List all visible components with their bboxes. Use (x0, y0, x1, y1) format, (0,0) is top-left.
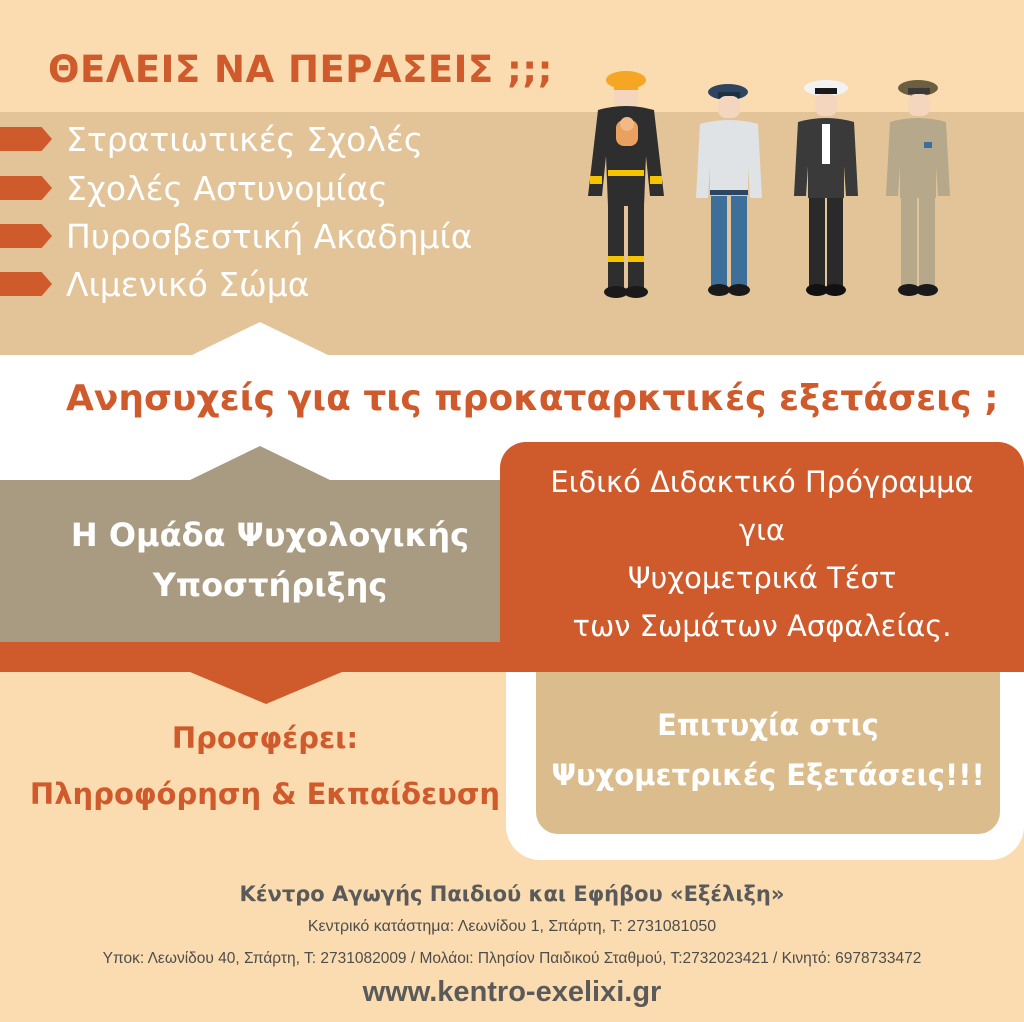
school-label: Στρατιωτικές Σχολές (66, 119, 424, 159)
uniformed-figures-illustration (568, 66, 968, 306)
navy-officer-figure (794, 80, 858, 296)
success-box (536, 672, 1000, 834)
page-title: ΘΕΛΕΙΣ ΝΑ ΠΕΡΑΣΕΙΣ ;;; (48, 48, 553, 91)
support-team-line: Υποστήριξης (152, 566, 388, 604)
arrow-bullet-icon (0, 176, 52, 200)
success-line: Επιτυχία στις (657, 708, 879, 742)
program-line: Ειδικό Διδακτικό Πρόγραμμα (550, 465, 974, 499)
orange-stripe (0, 642, 560, 672)
orange-arrow-decoration (190, 672, 342, 704)
army-officer-figure (886, 80, 950, 296)
support-team-line: Η Ομάδα Ψυχολογικής (70, 516, 470, 554)
gray-arrow-decoration (190, 446, 330, 480)
success-line: Ψυχομετρικές Εξετάσεις!!! (551, 758, 985, 792)
footer-branch-addresses: Υποκ: Λεωνίδου 40, Σπάρτη, Τ: 2731082009 / Μολάοι: Πλησίον Παιδικού Σταθμού, Τ:2732023421 / Κινητό: 6978733472 (102, 950, 922, 967)
school-label: Λιμενικό Σώμα (66, 264, 310, 304)
school-label: Πυροσβεστική Ακαδημία (66, 216, 473, 256)
arrow-bullet-icon (0, 224, 52, 248)
white-arrow-decoration (190, 322, 330, 356)
firefighter-figure (588, 71, 664, 298)
website-link[interactable]: www.kentro-exelixi.gr (362, 976, 662, 1008)
offers-text (0, 710, 530, 822)
program-line: Ψυχομετρικά Τέστ (627, 561, 897, 595)
question-heading: Ανησυχείς για τις προκαταρκτικές εξετάσεις ; (66, 378, 999, 419)
program-text (500, 458, 1024, 650)
school-label: Σχολές Αστυνομίας (66, 168, 388, 208)
school-item-police (0, 168, 388, 208)
program-line: για (738, 513, 786, 547)
program-line: των Σωμάτων Ασφαλείας. (572, 609, 952, 643)
support-team-box (0, 480, 500, 642)
air-force-officer-figure (696, 84, 762, 296)
school-item-coast-guard (0, 264, 310, 304)
support-team-text (0, 510, 540, 610)
school-item-fire-academy (0, 216, 472, 256)
offers-line: Πληροφόρηση & Εκπαίδευση (29, 777, 501, 811)
program-box (500, 442, 1024, 672)
offers-line: Προσφέρει: (171, 721, 359, 755)
arrow-bullet-icon (0, 272, 52, 296)
school-item-military (0, 119, 423, 159)
success-text (536, 700, 1000, 800)
footer-main-address: Κεντρικό κατάστημα: Λεωνίδου 1, Σπάρτη, Τ: 2731081050 (307, 918, 717, 935)
footer-title: Κέντρο Αγωγής Παιδιού και Εφήβου «Εξέλιξη» (239, 882, 785, 906)
arrow-bullet-icon (0, 127, 52, 151)
